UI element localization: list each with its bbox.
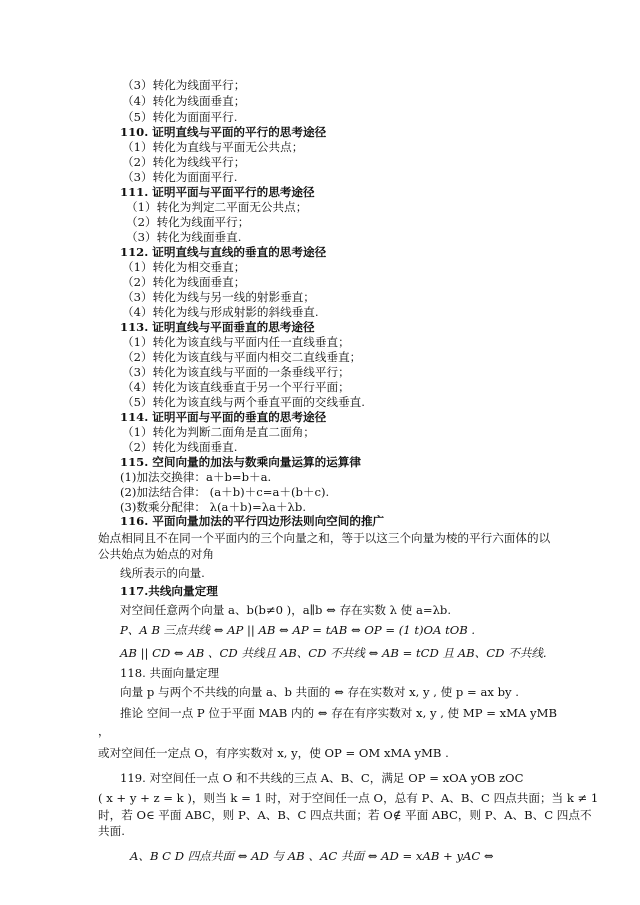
math-line: P、A B 三点共线 ⇔ AP || AB ⇔ AP = tAB ⇔ OP = (1 t)OA tOB . xyxy=(120,623,476,637)
text-line: 对空间任意两个向量 a、b(b≠0 )，a∥b ⇔ 存在实数 λ 使 a=λb. xyxy=(120,603,452,617)
section-heading: 114. 证明平面与平面的垂直的思考途径 xyxy=(120,410,327,424)
text-line: 向量 p 与两个不共线的向量 a、b 共面的 ⇔ 存在实数对 x, y , 使 p = ax by . xyxy=(120,685,519,699)
text-line: ( x + y + z = k )，则当 k = 1 时，对于空间任一点 O，总有 P、A、B、C 四点共面；当 k ≠ 1 xyxy=(98,791,599,805)
text-line: （1）转化为相交垂直； xyxy=(122,260,246,274)
text-line: （5）转化为该直线与两个垂直平面的交线垂直. xyxy=(122,395,365,409)
text-line: （3）转化为线与另一线的射影垂直； xyxy=(122,290,315,304)
text-line: 始点相同且不在同一个平面内的三个向量之和，等于以这三个向量为棱的平行六面体的以 xyxy=(98,531,551,545)
section-heading: 118. 共面向量定理 xyxy=(120,666,220,680)
text-line: ， xyxy=(98,724,110,738)
text-line: 公共始点为始点的对角 xyxy=(98,547,214,561)
text-line: （2）转化为线面平行； xyxy=(126,215,250,229)
text-line: （3）转化为面面平行. xyxy=(122,170,238,184)
text-line: 推论 空间一点 P 位于平面 MAB 内的 ⇔ 存在有序实数对 x, y , 使 MP = xMA yMB xyxy=(120,706,558,720)
text-line: (3)数乘分配律： λ(a＋b)=λa＋λb. xyxy=(120,500,307,514)
section-heading: 117.共线向量定理 xyxy=(120,584,218,598)
text-line: 或对空间任一定点 O，有序实数对 x, y，使 OP = OM xMA yMB . xyxy=(98,746,449,760)
text-line: (1)加法交换律：a＋b=b＋a. xyxy=(120,470,272,484)
section-heading: 116. 平面向量加法的平行四边形法则向空间的推广 xyxy=(120,514,385,528)
text-line: （4）转化为线面垂直； xyxy=(122,94,246,108)
text-line: （3）转化为线面平行； xyxy=(122,78,246,92)
text-line: （1）转化为直线与平面无公共点； xyxy=(122,140,304,154)
text-line: 线所表示的向量. xyxy=(120,566,205,580)
text-line: （1）转化为该直线与平面内任一直线垂直； xyxy=(122,335,350,349)
text-line: （2）转化为线面垂直. xyxy=(122,440,238,454)
text-line: （3）转化为该直线与平面的一条垂线平行； xyxy=(122,365,350,379)
text-line: 共面. xyxy=(98,824,125,838)
text-line: 119. 对空间任一点 O 和不共线的三点 A、B、C，满足 OP = xOA yOB zOC xyxy=(120,771,524,785)
section-heading: 113. 证明直线与平面垂直的思考途径 xyxy=(120,320,315,334)
text-line: （4）转化为线与形成射影的斜线垂直. xyxy=(122,305,319,319)
text-line: （4）转化为该直线垂直于另一个平行平面； xyxy=(122,380,350,394)
math-line: AB || CD ⇔ AB 、CD 共线且 AB、CD 不共线 ⇔ AB = tCD 且 AB、CD 不共线. xyxy=(120,646,547,660)
text-line: （2）转化为该直线与平面内相交二直线垂直； xyxy=(122,350,362,364)
text-line: （1）转化为判定二平面无公共点； xyxy=(126,200,308,214)
math-line: A、B C D 四点共面 ⇔ AD 与 AB 、AC 共面 ⇔ AD = xAB + yAC ⇔ xyxy=(130,849,494,863)
section-heading: 115. 空间向量的加法与数乘向量运算的运算律 xyxy=(120,455,361,469)
text-line: （5）转化为面面平行. xyxy=(122,110,238,124)
section-heading: 111. 证明平面与平面平行的思考途径 xyxy=(120,185,315,199)
text-line: （2）转化为线面垂直； xyxy=(122,275,246,289)
text-line: 时，若 O∈ 平面 ABC，则 P、A、B、C 四点共面；若 O∉ 平面 ABC，则 P、A、B、C 四点不 xyxy=(98,808,592,822)
text-line: （2）转化为线线平行； xyxy=(122,155,246,169)
text-line: （1）转化为判断二面角是直二面角； xyxy=(122,425,315,439)
section-heading: 110. 证明直线与平面的平行的思考途径 xyxy=(120,125,327,139)
text-line: （3）转化为线面垂直. xyxy=(126,230,242,244)
section-heading: 112. 证明直线与直线的垂直的思考途径 xyxy=(120,245,327,259)
text-line: (2)加法结合律： (a＋b)＋c=a＋(b＋c). xyxy=(120,485,330,499)
